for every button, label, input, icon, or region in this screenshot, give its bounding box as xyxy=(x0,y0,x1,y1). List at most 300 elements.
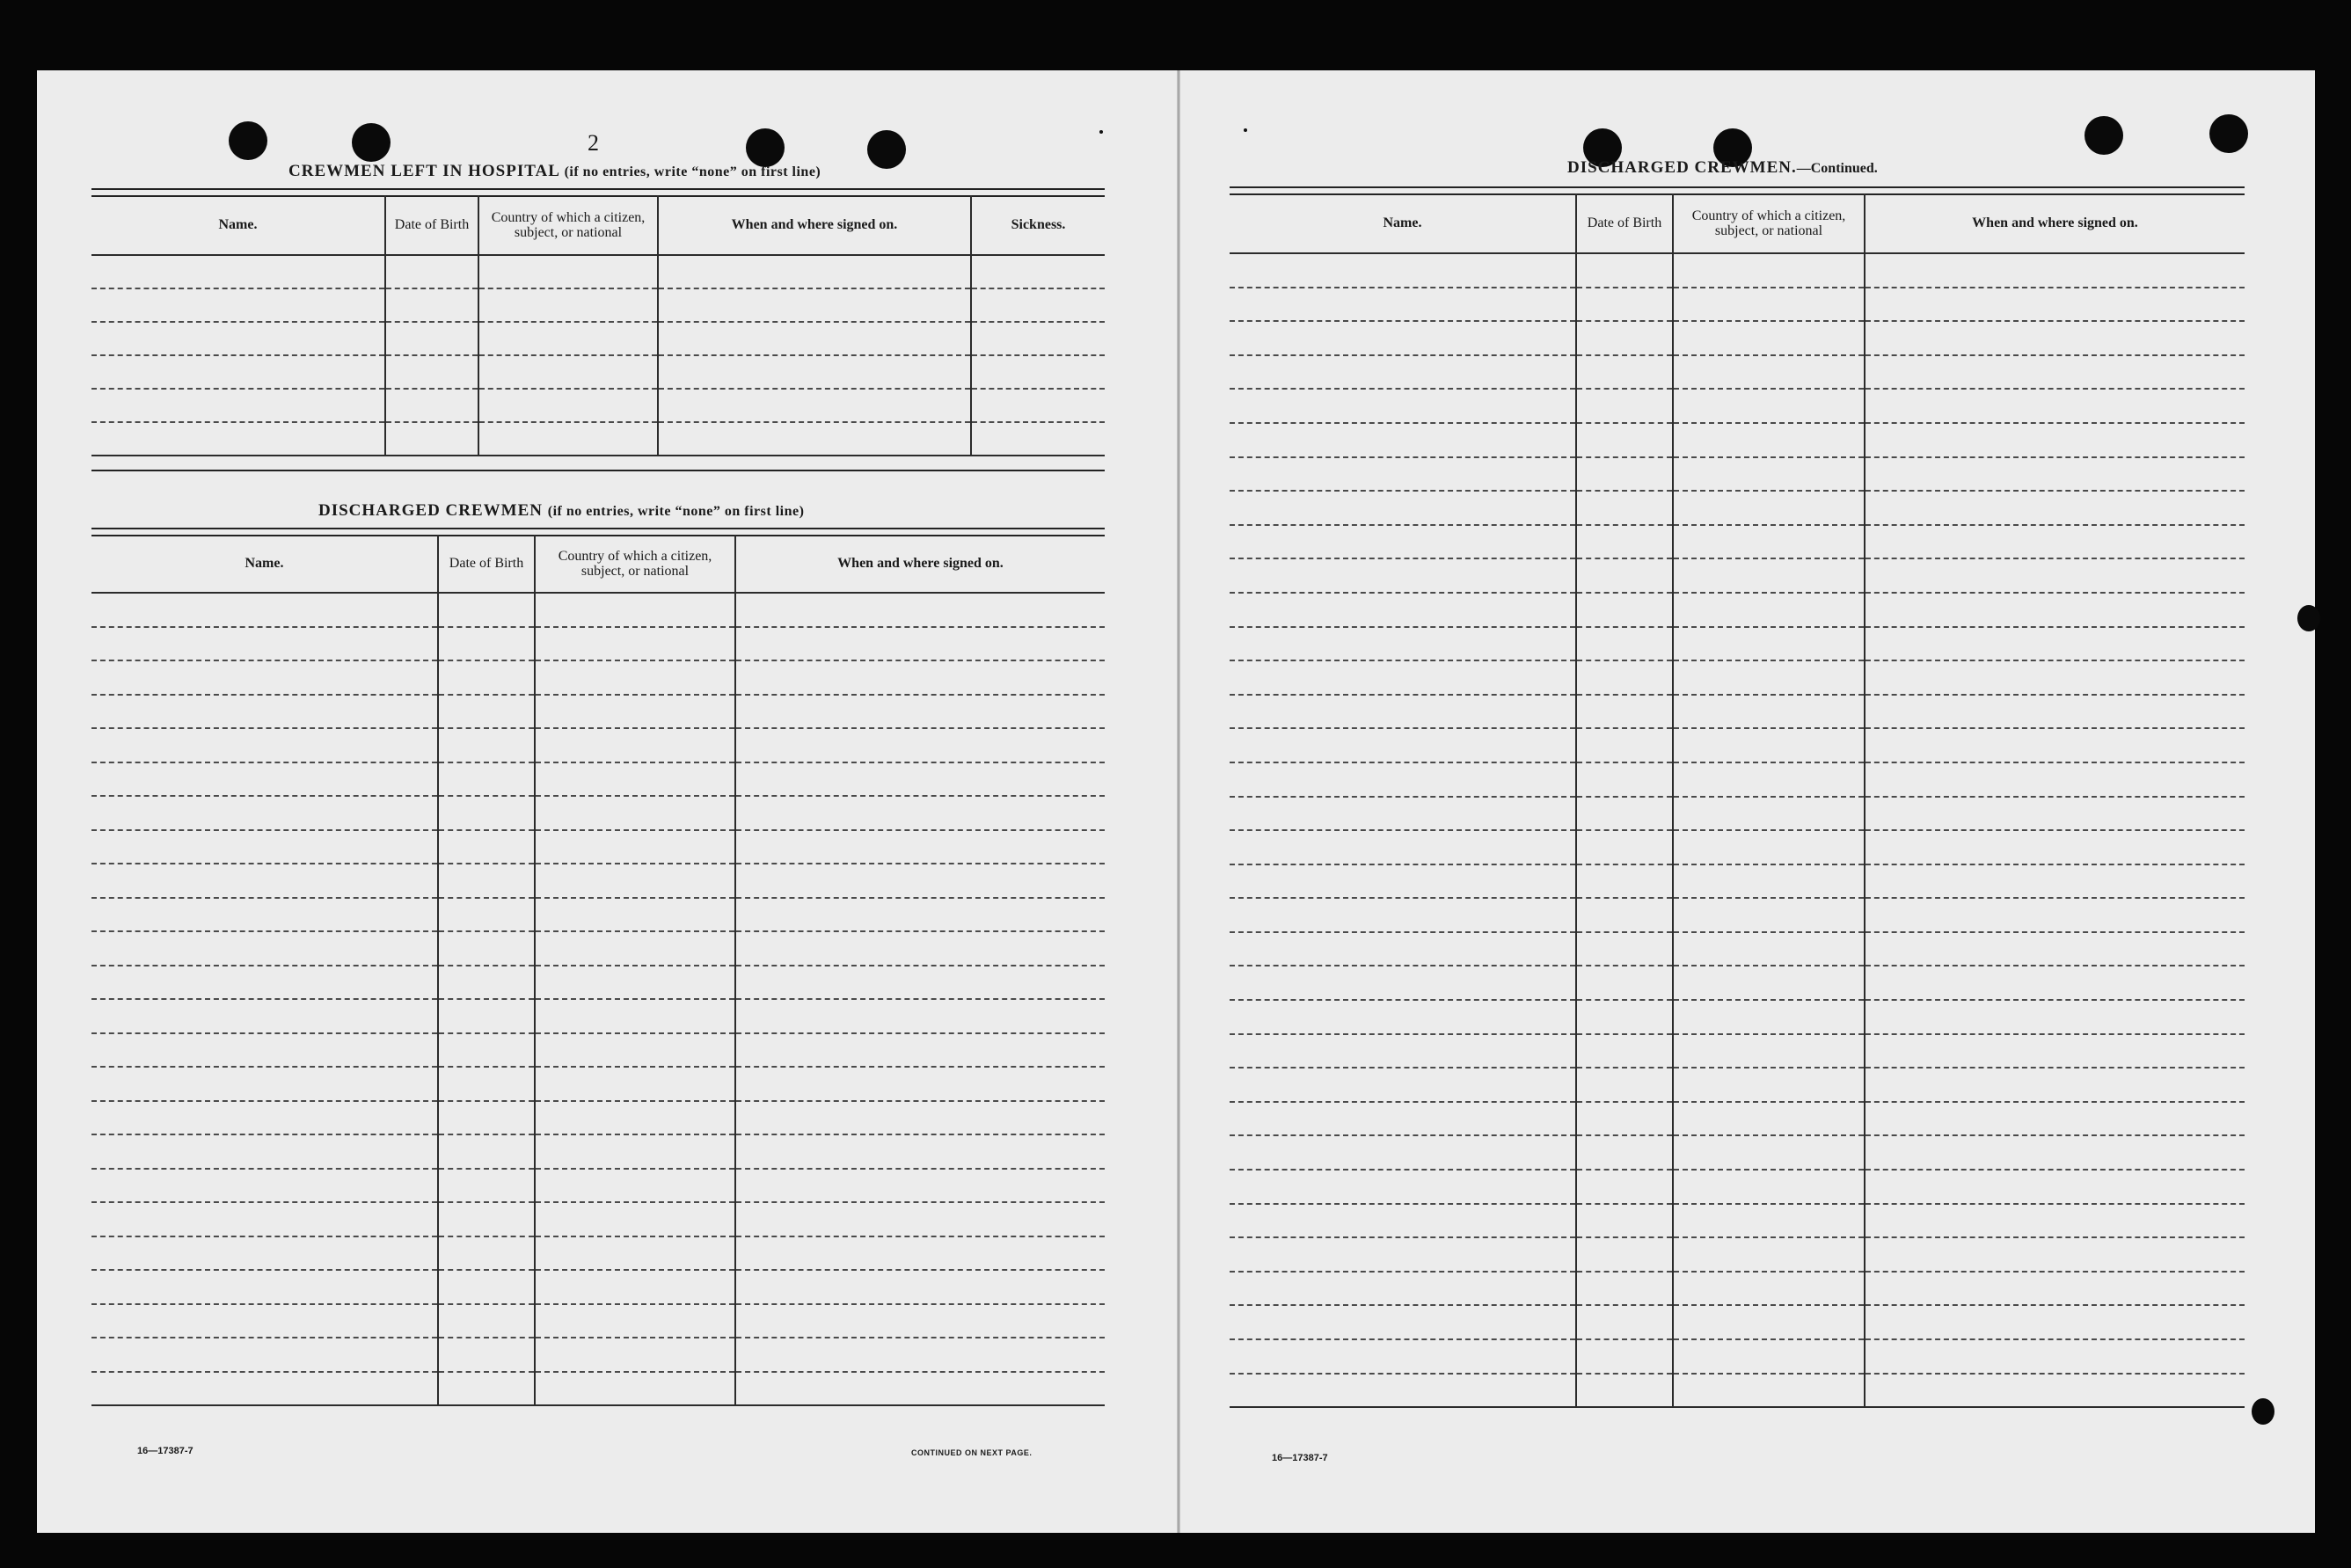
form-blank-cell[interactable] xyxy=(1865,728,2245,762)
form-blank-cell[interactable] xyxy=(1865,966,2245,1000)
form-blank-cell[interactable] xyxy=(1673,898,1865,932)
form-blank-cell[interactable] xyxy=(91,966,438,1000)
form-blank-cell[interactable] xyxy=(91,1338,438,1372)
form-blank-cell[interactable] xyxy=(1576,288,1673,322)
form-blank-cell[interactable] xyxy=(91,864,438,898)
col-name-header: Name. xyxy=(91,195,385,255)
form-blank-cell[interactable] xyxy=(535,728,735,762)
form-blank-cell[interactable] xyxy=(1576,1204,1673,1238)
form-blank-cell[interactable] xyxy=(91,1169,438,1203)
form-blank-cell[interactable] xyxy=(438,627,535,661)
form-blank-cell[interactable] xyxy=(1230,797,1576,831)
form-blank-cell[interactable] xyxy=(1230,830,1576,864)
form-blank-cell[interactable] xyxy=(438,999,535,1033)
form-blank-cell[interactable] xyxy=(1865,762,2245,797)
form-blank-cell[interactable] xyxy=(535,864,735,898)
form-blank-cell[interactable] xyxy=(535,1338,735,1372)
form-blank-cell[interactable] xyxy=(535,660,735,695)
discharged-continued-table xyxy=(1230,193,2245,1408)
form-blank-cell[interactable] xyxy=(91,1304,438,1338)
form-blank-cell[interactable] xyxy=(1865,1339,2245,1374)
form-blank-cell[interactable] xyxy=(971,322,1105,355)
form-blank-cell[interactable] xyxy=(438,931,535,966)
form-blank-cell[interactable] xyxy=(1230,966,1576,1000)
form-blank-cell[interactable] xyxy=(385,322,478,355)
form-blank-row xyxy=(1230,864,2245,899)
form-blank-cell[interactable] xyxy=(91,796,438,830)
form-blank-cell[interactable] xyxy=(1576,1000,1673,1034)
form-blank-cell[interactable] xyxy=(735,1372,1105,1406)
form-blank-cell[interactable] xyxy=(735,1033,1105,1068)
form-blank-row xyxy=(1230,525,2245,559)
form-blank-cell[interactable] xyxy=(1673,491,1865,525)
form-blank-cell[interactable] xyxy=(1230,558,1576,593)
form-blank-cell[interactable] xyxy=(438,796,535,830)
form-blank-cell[interactable] xyxy=(1576,389,1673,423)
form-blank-cell[interactable] xyxy=(971,355,1105,389)
col-signed-on-header: When and where signed on. xyxy=(658,195,971,255)
form-blank-cell[interactable] xyxy=(1576,898,1673,932)
form-blank-row xyxy=(91,999,1105,1033)
form-blank-row xyxy=(1230,660,2245,695)
form-blank-cell[interactable] xyxy=(1865,288,2245,322)
punch-hole xyxy=(867,130,906,169)
form-blank-cell[interactable] xyxy=(1673,627,1865,661)
form-blank-cell[interactable] xyxy=(438,1067,535,1101)
form-blank-cell[interactable] xyxy=(1576,1339,1673,1374)
form-blank-cell[interactable] xyxy=(1576,593,1673,627)
form-blank-cell[interactable] xyxy=(385,422,478,456)
form-blank-cell[interactable] xyxy=(1865,1305,2245,1339)
form-blank-cell[interactable] xyxy=(91,422,385,456)
form-blank-cell[interactable] xyxy=(735,898,1105,932)
form-blank-cell[interactable] xyxy=(1673,288,1865,322)
form-blank-cell[interactable] xyxy=(438,1202,535,1236)
form-blank-cell[interactable] xyxy=(91,762,438,797)
form-blank-cell[interactable] xyxy=(971,389,1105,422)
form-blank-cell[interactable] xyxy=(1576,864,1673,899)
form-blank-cell[interactable] xyxy=(735,1338,1105,1372)
form-blank-cell[interactable] xyxy=(535,1372,735,1406)
form-blank-cell[interactable] xyxy=(91,999,438,1033)
page-number: 2 xyxy=(588,130,599,156)
form-blank-cell[interactable] xyxy=(1230,321,1576,355)
form-blank-cell[interactable] xyxy=(735,627,1105,661)
form-blank-cell[interactable] xyxy=(1865,1102,2245,1136)
form-blank-row xyxy=(1230,457,2245,492)
form-blank-cell[interactable] xyxy=(1865,1034,2245,1068)
form-blank-cell[interactable] xyxy=(535,830,735,864)
form-blank-cell[interactable] xyxy=(735,830,1105,864)
col-country-header: Country of which a citizen, subject, or national xyxy=(478,195,658,255)
form-blank-cell[interactable] xyxy=(1230,864,1576,899)
hospital-table xyxy=(91,195,1105,456)
form-blank-cell[interactable] xyxy=(438,660,535,695)
form-blank-row xyxy=(1230,423,2245,457)
form-blank-row xyxy=(1230,762,2245,797)
form-blank-cell[interactable] xyxy=(1673,1305,1865,1339)
form-blank-cell[interactable] xyxy=(1576,321,1673,355)
form-blank-cell[interactable] xyxy=(1865,1237,2245,1272)
form-blank-cell[interactable] xyxy=(1576,457,1673,492)
form-blank-cell[interactable] xyxy=(91,1134,438,1169)
form-blank-cell[interactable] xyxy=(1673,1272,1865,1306)
form-blank-cell[interactable] xyxy=(438,1270,535,1304)
form-blank-cell[interactable] xyxy=(1865,627,2245,661)
form-blank-cell[interactable] xyxy=(1576,966,1673,1000)
hospital-title-text: CREWMEN LEFT IN HOSPITAL xyxy=(288,162,559,180)
form-blank-cell[interactable] xyxy=(535,627,735,661)
form-blank-cell[interactable] xyxy=(658,255,971,288)
form-blank-cell[interactable] xyxy=(1865,1170,2245,1204)
form-blank-cell[interactable] xyxy=(1673,728,1865,762)
form-blank-cell[interactable] xyxy=(91,1236,438,1271)
form-blank-cell[interactable] xyxy=(1230,1135,1576,1170)
form-blank-cell[interactable] xyxy=(91,1101,438,1135)
form-blank-cell[interactable] xyxy=(1230,457,1576,492)
form-blank-cell[interactable] xyxy=(1230,355,1576,390)
form-blank-cell[interactable] xyxy=(535,1067,735,1101)
form-blank-cell[interactable] xyxy=(1576,797,1673,831)
form-blank-cell[interactable] xyxy=(1230,423,1576,457)
form-blank-row xyxy=(91,1236,1105,1271)
form-blank-row xyxy=(91,660,1105,695)
form-blank-cell[interactable] xyxy=(971,255,1105,288)
form-blank-cell[interactable] xyxy=(735,1101,1105,1135)
form-blank-cell[interactable] xyxy=(438,1134,535,1169)
form-blank-row xyxy=(91,931,1105,966)
form-blank-row xyxy=(1230,558,2245,593)
form-blank-cell[interactable] xyxy=(1865,932,2245,966)
form-blank-cell[interactable] xyxy=(735,1202,1105,1236)
form-blank-cell[interactable] xyxy=(1576,1102,1673,1136)
form-blank-cell[interactable] xyxy=(535,1134,735,1169)
form-blank-cell[interactable] xyxy=(1576,1305,1673,1339)
form-blank-cell[interactable] xyxy=(1865,898,2245,932)
form-blank-cell[interactable] xyxy=(658,288,971,322)
form-blank-cell[interactable] xyxy=(1576,1034,1673,1068)
form-blank-cell[interactable] xyxy=(535,762,735,797)
form-blank-cell[interactable] xyxy=(1673,797,1865,831)
form-blank-cell[interactable] xyxy=(535,898,735,932)
form-blank-row xyxy=(1230,1374,2245,1408)
discharged-title-text: DISCHARGED CREWMEN xyxy=(318,501,543,520)
form-blank-cell[interactable] xyxy=(1673,1034,1865,1068)
form-blank-cell[interactable] xyxy=(1230,1170,1576,1204)
form-blank-cell[interactable] xyxy=(1576,1272,1673,1306)
form-blank-cell[interactable] xyxy=(735,931,1105,966)
form-blank-cell[interactable] xyxy=(1230,1068,1576,1102)
form-blank-cell[interactable] xyxy=(735,1236,1105,1271)
form-blank-cell[interactable] xyxy=(1673,1339,1865,1374)
punch-hole xyxy=(2209,114,2248,153)
form-blank-cell[interactable] xyxy=(735,1304,1105,1338)
form-blank-cell[interactable] xyxy=(1230,491,1576,525)
form-blank-cell[interactable] xyxy=(735,695,1105,729)
form-blank-cell[interactable] xyxy=(438,762,535,797)
form-blank-cell[interactable] xyxy=(1230,1034,1576,1068)
form-blank-cell[interactable] xyxy=(91,355,385,389)
form-blank-cell[interactable] xyxy=(1865,695,2245,729)
form-blank-cell[interactable] xyxy=(1865,593,2245,627)
form-blank-cell[interactable] xyxy=(1865,864,2245,899)
form-blank-cell[interactable] xyxy=(535,931,735,966)
form-blank-cell[interactable] xyxy=(971,288,1105,322)
form-blank-cell[interactable] xyxy=(535,1033,735,1068)
form-blank-cell[interactable] xyxy=(1230,593,1576,627)
form-blank-cell[interactable] xyxy=(1576,762,1673,797)
discharged-section-title xyxy=(318,501,804,521)
form-blank-cell[interactable] xyxy=(735,796,1105,830)
form-blank-cell[interactable] xyxy=(1230,695,1576,729)
edge-notch xyxy=(2252,1398,2274,1425)
form-blank-cell[interactable] xyxy=(1230,525,1576,559)
form-blank-cell[interactable] xyxy=(1865,660,2245,695)
form-blank-cell[interactable] xyxy=(735,593,1105,627)
form-blank-cell[interactable] xyxy=(385,288,478,322)
form-blank-cell[interactable] xyxy=(1576,1135,1673,1170)
form-blank-cell[interactable] xyxy=(1230,660,1576,695)
form-blank-cell[interactable] xyxy=(1673,253,1865,288)
form-blank-cell[interactable] xyxy=(91,830,438,864)
form-blank-cell[interactable] xyxy=(1673,830,1865,864)
form-blank-cell[interactable] xyxy=(735,864,1105,898)
col-name-header: Name. xyxy=(1230,193,1576,253)
form-blank-cell[interactable] xyxy=(91,695,438,729)
form-blank-cell[interactable] xyxy=(1865,389,2245,423)
form-blank-cell[interactable] xyxy=(1576,728,1673,762)
form-blank-cell[interactable] xyxy=(735,1169,1105,1203)
form-blank-cell[interactable] xyxy=(1576,558,1673,593)
form-blank-cell[interactable] xyxy=(735,1134,1105,1169)
form-blank-cell[interactable] xyxy=(1576,1068,1673,1102)
form-blank-cell[interactable] xyxy=(438,1372,535,1406)
form-blank-cell[interactable] xyxy=(1576,627,1673,661)
form-blank-cell[interactable] xyxy=(1576,932,1673,966)
form-blank-cell[interactable] xyxy=(438,898,535,932)
form-blank-row xyxy=(91,1338,1105,1372)
form-blank-cell[interactable] xyxy=(1230,762,1576,797)
form-blank-cell[interactable] xyxy=(1673,1204,1865,1238)
form-blank-cell[interactable] xyxy=(1673,1237,1865,1272)
form-blank-cell[interactable] xyxy=(1673,321,1865,355)
form-blank-cell[interactable] xyxy=(438,830,535,864)
form-blank-cell[interactable] xyxy=(91,627,438,661)
form-blank-cell[interactable] xyxy=(1673,355,1865,390)
form-blank-cell[interactable] xyxy=(1673,1374,1865,1408)
form-blank-cell[interactable] xyxy=(1673,423,1865,457)
form-blank-row xyxy=(91,1169,1105,1203)
form-blank-row xyxy=(1230,1170,2245,1204)
form-blank-cell[interactable] xyxy=(438,695,535,729)
form-blank-cell[interactable] xyxy=(1673,457,1865,492)
form-blank-cell[interactable] xyxy=(1865,1000,2245,1034)
form-blank-cell[interactable] xyxy=(1576,1374,1673,1408)
form-blank-cell[interactable] xyxy=(438,966,535,1000)
form-blank-cell[interactable] xyxy=(658,355,971,389)
form-blank-cell[interactable] xyxy=(1576,253,1673,288)
form-blank-cell[interactable] xyxy=(1673,1102,1865,1136)
form-blank-cell[interactable] xyxy=(438,1338,535,1372)
form-blank-cell[interactable] xyxy=(1230,389,1576,423)
form-blank-cell[interactable] xyxy=(438,864,535,898)
form-blank-cell[interactable] xyxy=(535,1169,735,1203)
form-blank-cell[interactable] xyxy=(735,999,1105,1033)
form-blank-cell[interactable] xyxy=(1673,695,1865,729)
form-blank-cell[interactable] xyxy=(535,1270,735,1304)
form-blank-cell[interactable] xyxy=(1865,558,2245,593)
form-blank-cell[interactable] xyxy=(1230,1204,1576,1238)
form-blank-cell[interactable] xyxy=(1576,355,1673,390)
form-blank-cell[interactable] xyxy=(535,966,735,1000)
form-blank-cell[interactable] xyxy=(1576,660,1673,695)
form-blank-cell[interactable] xyxy=(535,593,735,627)
form-blank-cell[interactable] xyxy=(91,931,438,966)
form-blank-cell[interactable] xyxy=(1865,423,2245,457)
form-blank-cell[interactable] xyxy=(91,288,385,322)
form-blank-cell[interactable] xyxy=(1230,1237,1576,1272)
form-blank-cell[interactable] xyxy=(1673,1068,1865,1102)
form-blank-cell[interactable] xyxy=(735,728,1105,762)
form-blank-cell[interactable] xyxy=(385,355,478,389)
form-blank-cell[interactable] xyxy=(91,728,438,762)
form-blank-cell[interactable] xyxy=(535,999,735,1033)
form-blank-cell[interactable] xyxy=(735,660,1105,695)
form-blank-cell[interactable] xyxy=(1576,1170,1673,1204)
col-name-header: Name. xyxy=(91,535,438,593)
form-blank-cell[interactable] xyxy=(438,593,535,627)
form-blank-cell[interactable] xyxy=(91,1372,438,1406)
form-blank-cell[interactable] xyxy=(1576,525,1673,559)
form-blank-cell[interactable] xyxy=(735,762,1105,797)
form-blank-cell[interactable] xyxy=(91,1270,438,1304)
form-blank-cell[interactable] xyxy=(1230,253,1576,288)
form-number: 16—17387-7 xyxy=(1272,1453,1328,1463)
form-blank-row xyxy=(91,864,1105,898)
form-blank-row xyxy=(91,1067,1105,1101)
form-blank-cell[interactable] xyxy=(91,389,385,422)
form-blank-cell[interactable] xyxy=(1230,1000,1576,1034)
form-blank-cell[interactable] xyxy=(1865,525,2245,559)
form-blank-cell[interactable] xyxy=(91,1202,438,1236)
form-blank-cell[interactable] xyxy=(1673,660,1865,695)
form-blank-cell[interactable] xyxy=(658,422,971,456)
form-blank-cell[interactable] xyxy=(1865,1204,2245,1238)
form-blank-cell[interactable] xyxy=(1673,932,1865,966)
form-blank-cell[interactable] xyxy=(478,322,658,355)
form-blank-cell[interactable] xyxy=(1230,1102,1576,1136)
form-blank-cell[interactable] xyxy=(1673,864,1865,899)
form-blank-cell[interactable] xyxy=(1865,1272,2245,1306)
form-blank-cell[interactable] xyxy=(735,1067,1105,1101)
form-blank-cell[interactable] xyxy=(438,1236,535,1271)
form-blank-cell[interactable] xyxy=(1576,695,1673,729)
form-blank-cell[interactable] xyxy=(1673,1170,1865,1204)
form-blank-cell[interactable] xyxy=(91,255,385,288)
form-blank-cell[interactable] xyxy=(1230,1272,1576,1306)
form-blank-cell[interactable] xyxy=(91,593,438,627)
form-blank-cell[interactable] xyxy=(1865,1135,2245,1170)
form-blank-cell[interactable] xyxy=(478,422,658,456)
form-blank-cell[interactable] xyxy=(1673,389,1865,423)
form-blank-cell[interactable] xyxy=(438,1033,535,1068)
col-signed-on-header: When and where signed on. xyxy=(735,535,1105,593)
form-blank-cell[interactable] xyxy=(438,728,535,762)
form-blank-cell[interactable] xyxy=(1865,457,2245,492)
form-blank-cell[interactable] xyxy=(1673,593,1865,627)
form-blank-cell[interactable] xyxy=(1673,966,1865,1000)
form-blank-cell[interactable] xyxy=(535,1202,735,1236)
form-blank-cell[interactable] xyxy=(1673,558,1865,593)
form-blank-cell[interactable] xyxy=(438,1304,535,1338)
form-blank-cell[interactable] xyxy=(1576,830,1673,864)
form-blank-cell[interactable] xyxy=(1230,932,1576,966)
form-blank-cell[interactable] xyxy=(735,1270,1105,1304)
form-blank-cell[interactable] xyxy=(1230,1374,1576,1408)
form-blank-cell[interactable] xyxy=(1230,288,1576,322)
form-blank-row xyxy=(1230,355,2245,390)
form-blank-cell[interactable] xyxy=(91,1067,438,1101)
form-blank-cell[interactable] xyxy=(535,1304,735,1338)
form-blank-cell[interactable] xyxy=(1865,491,2245,525)
form-blank-cell[interactable] xyxy=(1673,1000,1865,1034)
hospital-bottom-rule xyxy=(91,470,1105,473)
form-blank-cell[interactable] xyxy=(658,322,971,355)
form-blank-cell[interactable] xyxy=(438,1169,535,1203)
form-blank-cell[interactable] xyxy=(1230,1305,1576,1339)
form-blank-cell[interactable] xyxy=(91,660,438,695)
form-blank-cell[interactable] xyxy=(1576,1237,1673,1272)
form-blank-cell[interactable] xyxy=(1865,797,2245,831)
form-blank-cell[interactable] xyxy=(735,966,1105,1000)
form-blank-cell[interactable] xyxy=(1865,1374,2245,1408)
form-blank-cell[interactable] xyxy=(478,389,658,422)
form-blank-cell[interactable] xyxy=(1865,1068,2245,1102)
form-blank-cell[interactable] xyxy=(1865,355,2245,390)
form-blank-cell[interactable] xyxy=(385,389,478,422)
form-blank-cell[interactable] xyxy=(91,322,385,355)
form-blank-cell[interactable] xyxy=(1230,1339,1576,1374)
form-blank-cell[interactable] xyxy=(1865,830,2245,864)
form-blank-cell[interactable] xyxy=(1865,253,2245,288)
form-blank-cell[interactable] xyxy=(1230,898,1576,932)
form-blank-cell[interactable] xyxy=(1673,525,1865,559)
form-blank-row xyxy=(1230,627,2245,661)
form-blank-cell[interactable] xyxy=(535,796,735,830)
form-blank-cell[interactable] xyxy=(971,422,1105,456)
form-blank-cell[interactable] xyxy=(478,355,658,389)
form-blank-row xyxy=(1230,1068,2245,1102)
form-blank-cell[interactable] xyxy=(91,1033,438,1068)
form-blank-cell[interactable] xyxy=(1230,728,1576,762)
form-blank-cell[interactable] xyxy=(535,695,735,729)
form-blank-cell[interactable] xyxy=(535,1236,735,1271)
form-blank-cell[interactable] xyxy=(1865,321,2245,355)
form-blank-row xyxy=(91,1101,1105,1135)
form-blank-cell[interactable] xyxy=(438,1101,535,1135)
form-blank-cell[interactable] xyxy=(1230,627,1576,661)
form-blank-cell[interactable] xyxy=(1576,423,1673,457)
form-blank-cell[interactable] xyxy=(1576,491,1673,525)
form-blank-cell[interactable] xyxy=(1673,762,1865,797)
form-blank-cell[interactable] xyxy=(478,288,658,322)
form-blank-cell[interactable] xyxy=(385,255,478,288)
form-blank-cell[interactable] xyxy=(535,1101,735,1135)
form-blank-cell[interactable] xyxy=(658,389,971,422)
form-blank-cell[interactable] xyxy=(91,898,438,932)
form-blank-cell[interactable] xyxy=(478,255,658,288)
form-blank-cell[interactable] xyxy=(1673,1135,1865,1170)
